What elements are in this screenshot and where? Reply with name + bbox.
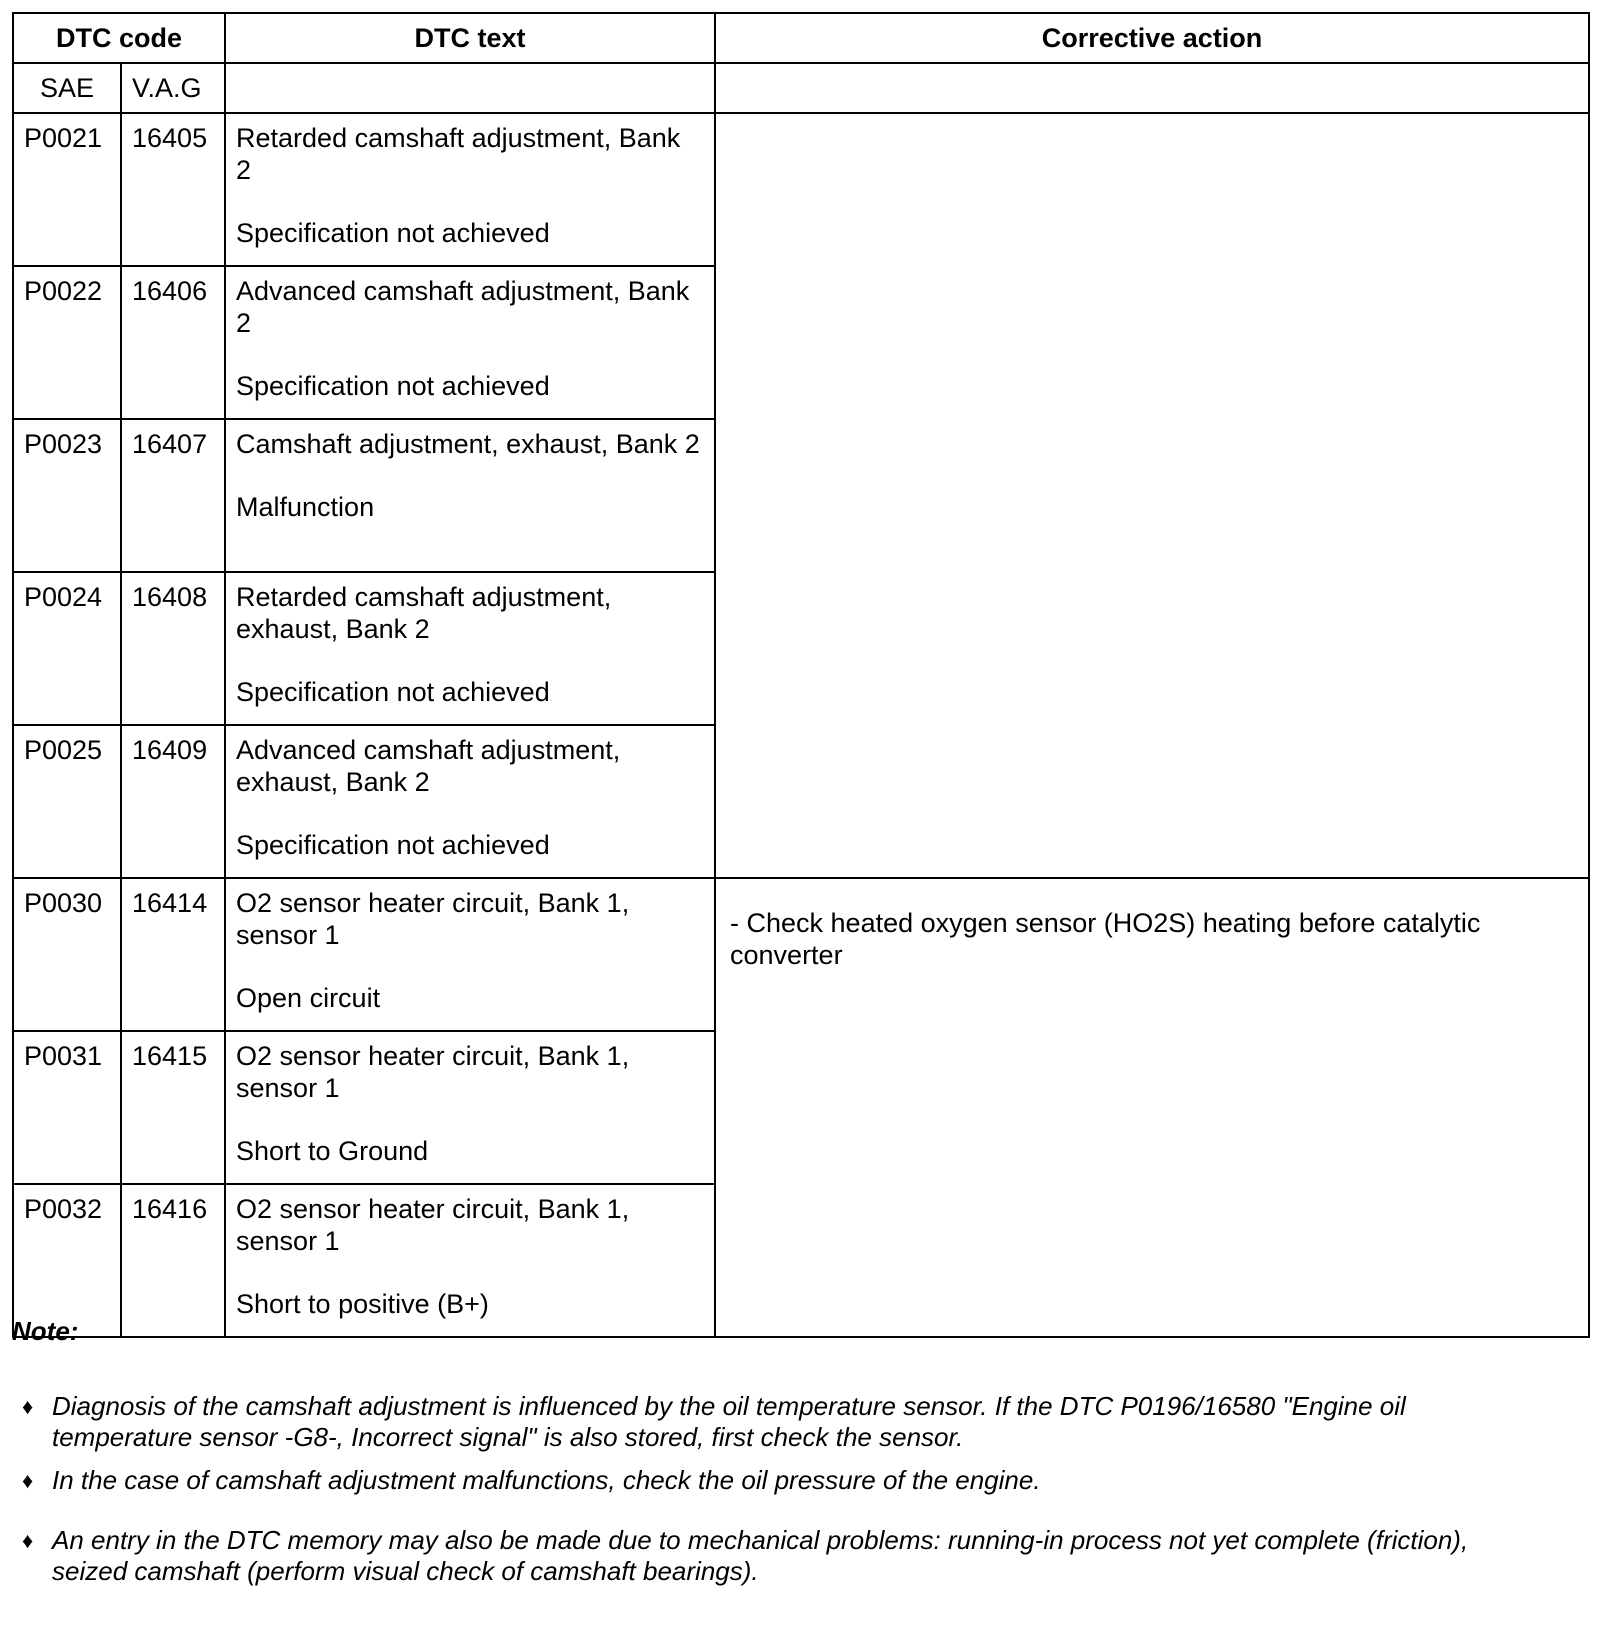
dtc-status: Short to positive (B+) bbox=[236, 1289, 489, 1319]
dtc-status: Specification not achieved bbox=[236, 830, 550, 860]
vag-code: 16415 bbox=[121, 1031, 225, 1184]
table-row bbox=[13, 113, 1589, 266]
note-text: In the case of camshaft adjustment malfunctions, check the oil pressure of the engine. bbox=[52, 1465, 1041, 1495]
dtc-description: Camshaft adjustment, exhaust, Bank 2 bbox=[236, 429, 700, 459]
dtc-code-header: DTC code bbox=[13, 13, 225, 63]
vag-subheader: V.A.G bbox=[121, 63, 225, 113]
sae-code: P0023 bbox=[13, 419, 121, 572]
note-item bbox=[12, 1525, 1588, 1587]
note-text: Diagnosis of the camshaft adjustment is influenced by the oil temperature sensor. If the DTC P0196/16580 "Engine oil temperature sensor -G8-, Incorrect signal" is also stored, first check the sensor. bbox=[52, 1391, 1406, 1452]
dtc-status: Malfunction bbox=[236, 492, 375, 522]
subheader-row bbox=[13, 63, 1589, 113]
note-section bbox=[12, 1316, 1588, 1587]
sae-code: P0032 bbox=[13, 1184, 121, 1337]
corrective-action-header: Corrective action bbox=[715, 13, 1589, 63]
vag-code: 16416 bbox=[121, 1184, 225, 1337]
dtc-status: Short to Ground bbox=[236, 1136, 429, 1166]
vag-code: 16405 bbox=[121, 113, 225, 266]
sae-code: P0031 bbox=[13, 1031, 121, 1184]
dtc-text-cell bbox=[225, 725, 715, 878]
sae-code: P0025 bbox=[13, 725, 121, 878]
dtc-description: Advanced camshaft adjustment, Bank 2 bbox=[236, 276, 690, 338]
dtc-text-cell bbox=[225, 1184, 715, 1337]
diamond-bullet-icon: ♦ bbox=[22, 1468, 34, 1493]
dtc-description: Advanced camshaft adjustment, exhaust, Bank 2 bbox=[236, 735, 621, 797]
note-text: An entry in the DTC memory may also be made due to mechanical problems: running-in process not yet complete (friction), seized camshaft (perform visual check of camshaft bearings). bbox=[52, 1525, 1469, 1586]
dtc-status: Specification not achieved bbox=[236, 371, 550, 401]
note-list bbox=[12, 1391, 1588, 1587]
sae-code: P0030 bbox=[13, 878, 121, 1031]
dtc-text-cell bbox=[225, 1031, 715, 1184]
dtc-text-cell bbox=[225, 572, 715, 725]
dtc-text-cell bbox=[225, 113, 715, 266]
sae-code: P0022 bbox=[13, 266, 121, 419]
dtc-description: Retarded camshaft adjustment, exhaust, Bank 2 bbox=[236, 582, 612, 644]
dtc-description: Retarded camshaft adjustment, Bank 2 bbox=[236, 123, 681, 185]
dtc-description: O2 sensor heater circuit, Bank 1, sensor 1 bbox=[236, 888, 630, 950]
table-row bbox=[13, 878, 1589, 1031]
vag-code: 16408 bbox=[121, 572, 225, 725]
dtc-text-cell bbox=[225, 266, 715, 419]
sae-code: P0024 bbox=[13, 572, 121, 725]
diamond-bullet-icon: ♦ bbox=[22, 1528, 34, 1553]
diamond-bullet-icon: ♦ bbox=[22, 1394, 34, 1419]
note-item bbox=[12, 1391, 1588, 1453]
vag-code: 16414 bbox=[121, 878, 225, 1031]
corrective-action-subheader-empty bbox=[715, 63, 1589, 113]
dtc-text-cell bbox=[225, 419, 715, 572]
vag-code: 16407 bbox=[121, 419, 225, 572]
dtc-status: Open circuit bbox=[236, 983, 381, 1013]
dtc-table bbox=[12, 12, 1590, 1338]
dtc-description: O2 sensor heater circuit, Bank 1, sensor 1 bbox=[236, 1041, 630, 1103]
dtc-text-header: DTC text bbox=[225, 13, 715, 63]
dtc-text-cell bbox=[225, 878, 715, 1031]
sae-code: P0021 bbox=[13, 113, 121, 266]
dtc-text-subheader-empty bbox=[225, 63, 715, 113]
vag-code: 16409 bbox=[121, 725, 225, 878]
header-row bbox=[13, 13, 1589, 63]
vag-code: 16406 bbox=[121, 266, 225, 419]
corrective-action-o2-heater: - Check heated oxygen sensor (HO2S) heating before catalytic converter bbox=[715, 878, 1589, 1337]
dtc-status: Specification not achieved bbox=[236, 218, 550, 248]
note-item bbox=[12, 1465, 1588, 1496]
dtc-description: O2 sensor heater circuit, Bank 1, sensor 1 bbox=[236, 1194, 630, 1256]
sae-subheader: SAE bbox=[13, 63, 121, 113]
note-title: Note: bbox=[12, 1316, 79, 1346]
dtc-status: Specification not achieved bbox=[236, 677, 550, 707]
corrective-action-camshaft bbox=[715, 113, 1589, 878]
